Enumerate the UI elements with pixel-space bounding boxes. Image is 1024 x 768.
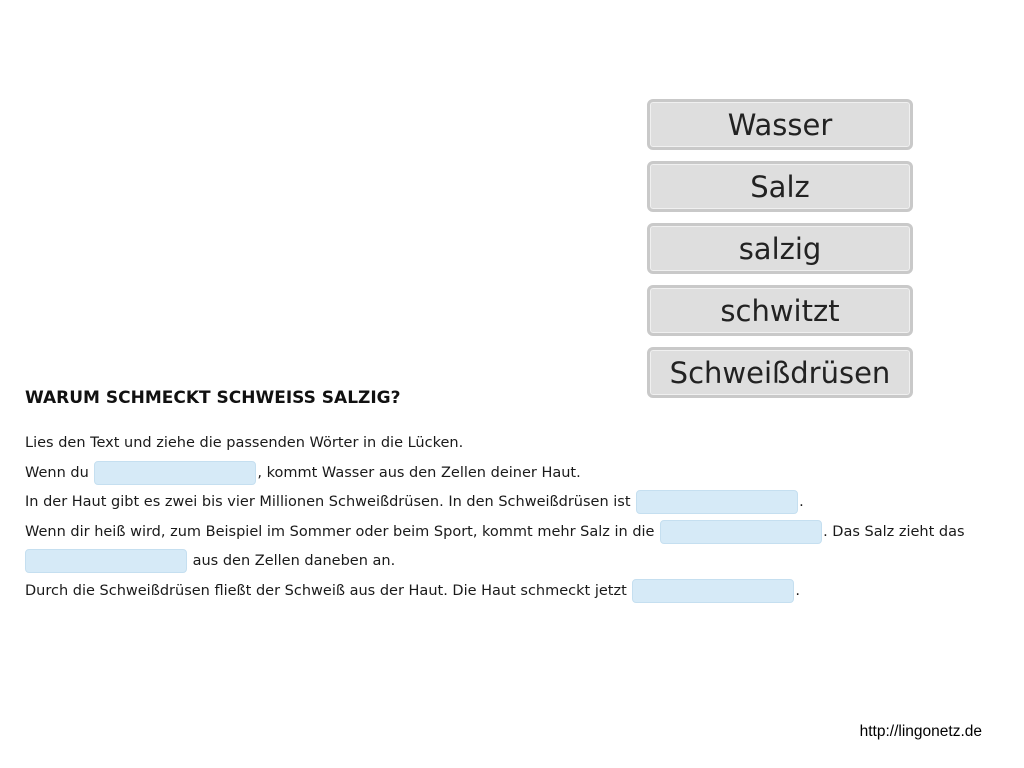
word-bank [647, 99, 913, 409]
word-tile-schwitzt[interactable]: schwitzt [647, 285, 913, 336]
word-tile-schweissdruesen[interactable]: Schweißdrüsen [647, 347, 913, 398]
exercise-title: WARUM SCHMECKT SCHWEISS SALZIG? [25, 388, 401, 408]
text-line-4 [25, 547, 1015, 577]
cloze-text [25, 429, 1015, 606]
text-segment: Wenn du [25, 464, 94, 481]
drop-gap-1[interactable] [94, 461, 256, 485]
word-tile-salzig[interactable]: salzig [647, 223, 913, 274]
text-segment: . [799, 494, 804, 510]
instruction-line [25, 429, 1015, 459]
drop-gap-3[interactable] [660, 520, 822, 544]
text-line-3 [25, 518, 1015, 548]
text-segment: Wenn dir heiß wird, zum Beispiel im Sommer oder beim Sport, kommt mehr Salz in die [25, 523, 660, 540]
text-segment: aus den Zellen daneben an. [188, 553, 396, 569]
footer-link[interactable]: http://lingonetz.de [859, 723, 982, 740]
text-segment: , kommt Wasser aus den Zellen deiner Haut. [257, 464, 581, 481]
text-segment: Durch die Schweißdrüsen fließt der Schweiß aus der Haut. Die Haut schmeckt jetzt [25, 582, 632, 599]
drop-gap-5[interactable] [632, 579, 794, 603]
drop-gap-2[interactable] [636, 490, 798, 514]
text-line-5 [25, 577, 1015, 607]
word-tile-salz[interactable]: Salz [647, 161, 913, 212]
instruction-text: Lies den Text und ziehe die passenden Wörter in die Lücken. [25, 435, 464, 451]
text-segment: In der Haut gibt es zwei bis vier Millionen Schweißdrüsen. In den Schweißdrüsen ist [25, 494, 636, 510]
text-line-2 [25, 488, 1015, 518]
text-segment: . Das Salz zieht das [823, 523, 965, 540]
word-tile-wasser[interactable]: Wasser [647, 99, 913, 150]
text-line-1 [25, 459, 1015, 489]
text-segment: . [795, 582, 800, 599]
drop-gap-4[interactable] [25, 549, 187, 573]
